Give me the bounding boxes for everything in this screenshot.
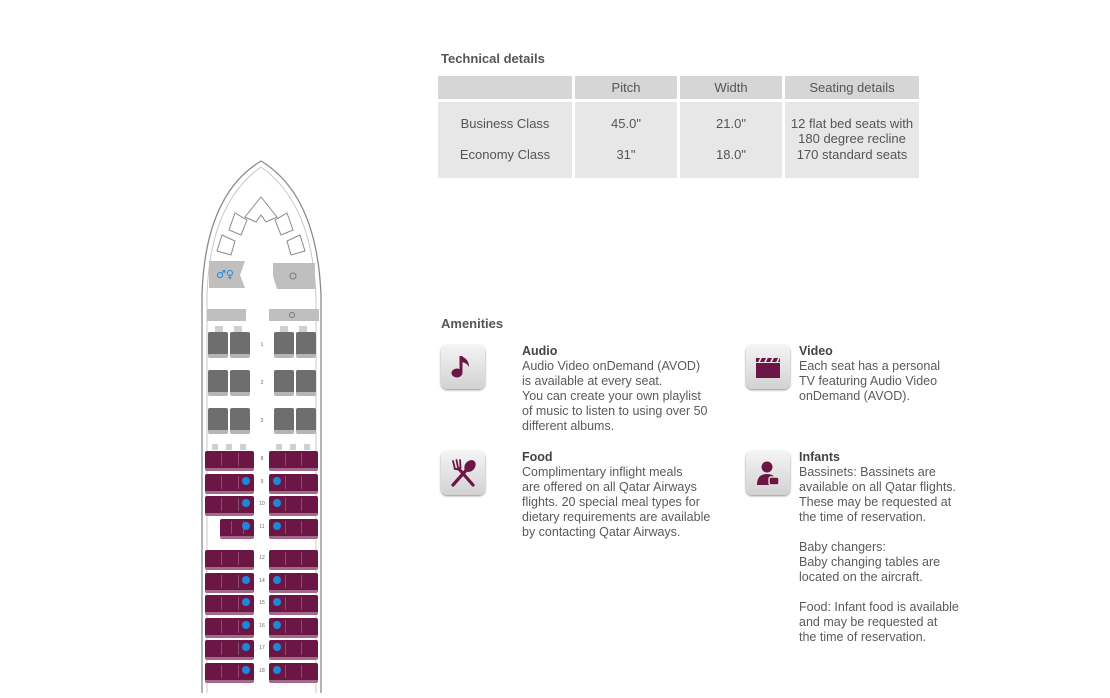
bassinet-icon: [242, 666, 250, 674]
row-number: 16: [259, 622, 265, 629]
seat-divider: [285, 575, 286, 588]
seat-divider: [301, 665, 302, 678]
seat-divider: [285, 597, 286, 610]
row-number: 2: [260, 380, 264, 386]
seat-divider: [301, 575, 302, 588]
infants-title: Infants: [799, 450, 840, 464]
seat-divider: [285, 453, 286, 466]
row-number: 9: [260, 478, 264, 485]
economy-seat-block-right: [269, 451, 318, 471]
seat-divider: [238, 642, 239, 655]
seat-divider: [221, 575, 222, 588]
svg-text:♂♀: ♂♀: [216, 268, 234, 281]
column-header-width: Width: [680, 76, 785, 102]
business-seat: [208, 408, 228, 434]
bassinet-icon: [273, 598, 281, 606]
seat-divider: [221, 453, 222, 466]
business-seat: [274, 370, 294, 396]
seat-divider: [231, 521, 232, 534]
economy-seat-block-left: [205, 550, 254, 570]
technical-details-heading: Technical details: [441, 51, 545, 66]
business-seat: [230, 370, 250, 396]
seat-divider: [285, 476, 286, 489]
amenities-heading: Amenities: [441, 316, 504, 331]
business-seat: [230, 408, 250, 434]
food-amenity-icon: [441, 451, 485, 495]
food-description: Complimentary inflight meals are offered on all Qatar Airways flights. 20 special meal types for dietary requirements are available by contacting Qatar Airways.: [522, 465, 711, 539]
bassinet-icon: [273, 522, 281, 530]
column-header-pitch: Pitch: [575, 76, 680, 102]
seat-divider: [285, 498, 286, 511]
video-description: Each seat has a personal TV featuring Audio Video onDemand (AVOD).: [799, 359, 941, 403]
row-number: 3: [260, 418, 264, 424]
seat-divider: [301, 552, 302, 565]
seat-divider: [301, 476, 302, 489]
seat-divider: [238, 453, 239, 466]
bassinet-icon: [273, 643, 281, 651]
table-row: [438, 147, 919, 178]
seat-divider: [285, 620, 286, 633]
seat-divider: [301, 620, 302, 633]
row-number: 11: [259, 523, 265, 530]
seat-divider: [238, 476, 239, 489]
seat-divider: [238, 597, 239, 610]
business-seat: [208, 332, 228, 358]
seat-divider: [221, 642, 222, 655]
bassinet-icon: [242, 643, 250, 651]
bassinet-icon: [273, 621, 281, 629]
seat-divider: [301, 498, 302, 511]
bassinet-icon: [273, 576, 281, 584]
technical-details-table: [438, 76, 919, 178]
seat-divider: [238, 498, 239, 511]
seat-divider: [285, 642, 286, 655]
seat-divider: [301, 642, 302, 655]
audio-description: Audio Video onDemand (AVOD) is available at every seat. You can create your own playlist of music to listen to using over 50 different albums.: [522, 359, 708, 433]
food-title: Food: [522, 450, 553, 464]
infant-icon: [752, 457, 784, 489]
seat-divider: [221, 597, 222, 610]
audio-title: Audio: [522, 344, 558, 358]
business-seat: [274, 408, 294, 434]
seat-divider: [238, 552, 239, 565]
table-row: [438, 102, 919, 147]
bassinet-icon: [273, 666, 281, 674]
seat-divider: [285, 521, 286, 534]
bassinet-icon: [242, 477, 250, 485]
seat-divider: [221, 552, 222, 565]
seat-divider: [221, 665, 222, 678]
seat-divider: [285, 665, 286, 678]
seat-divider: [301, 521, 302, 534]
cell-width: 18.0": [680, 147, 785, 178]
row-number: 1: [260, 342, 264, 348]
seat-divider: [301, 453, 302, 466]
infants-amenity-icon: [746, 451, 790, 495]
business-seat: [274, 332, 294, 358]
cell-class: Business Class: [438, 102, 575, 147]
row-number: 12: [259, 555, 265, 561]
bassinet-icon: [242, 598, 250, 606]
business-seat: [296, 370, 316, 396]
seat-divider: [221, 498, 222, 511]
seat-divider: [221, 476, 222, 489]
cell-class: Economy Class: [438, 147, 575, 178]
cell-width: 21.0": [680, 102, 785, 147]
seat-map: [195, 155, 330, 693]
row-number: 8: [260, 456, 264, 462]
cell-pitch: 45.0": [575, 102, 680, 147]
cell-seating: 12 flat bed seats with 180 degree recline: [785, 102, 919, 147]
bassinet-icon: [273, 499, 281, 507]
row-number: 17: [259, 645, 265, 651]
bassinet-icon: [242, 576, 250, 584]
fork-knife-icon: [447, 457, 479, 489]
seat-divider: [238, 620, 239, 633]
seat-divider: [238, 665, 239, 678]
seat-divider: [285, 552, 286, 565]
row-number: 10: [259, 501, 265, 507]
row-number: 18: [259, 667, 265, 674]
bassinet-icon: [242, 499, 250, 507]
business-seat: [296, 332, 316, 358]
column-header-class: [438, 76, 575, 102]
row-number: 14: [259, 577, 265, 584]
audio-amenity-icon: [441, 345, 485, 389]
seat-divider: [301, 597, 302, 610]
row-number: 15: [259, 600, 265, 606]
video-title: Video: [799, 344, 833, 358]
bassinet-icon: [242, 522, 250, 530]
video-amenity-icon: [746, 345, 790, 389]
economy-seat-block-left: [205, 451, 254, 471]
bassinet-icon: [242, 621, 250, 629]
column-header-seating: Seating details: [785, 76, 919, 102]
business-seat: [208, 370, 228, 396]
clapperboard-icon: [752, 351, 784, 383]
cell-pitch: 31": [575, 147, 680, 178]
seat-divider: [221, 620, 222, 633]
economy-seat-block-right: [269, 550, 318, 570]
seat-divider: [238, 575, 239, 588]
music-note-icon: [447, 351, 479, 383]
business-seat: [296, 408, 316, 434]
business-seat: [230, 332, 250, 358]
bassinet-icon: [273, 477, 281, 485]
cell-seating: 170 standard seats: [785, 147, 919, 178]
infants-description: Bassinets: Bassinets are available on all Qatar flights. These may be requested at the time of reservation. Baby changers: Baby changing tables are located on the aircraft. Food: Infant food is available and may be requested at the time of reservation.: [799, 465, 959, 644]
